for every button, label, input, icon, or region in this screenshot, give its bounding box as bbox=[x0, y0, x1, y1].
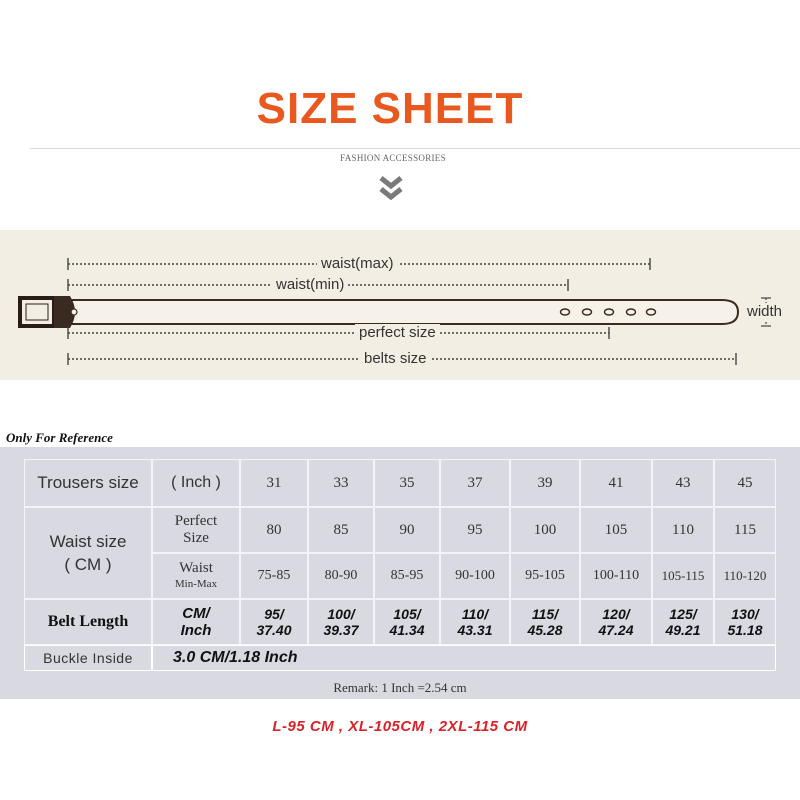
waist-size-label: Waist size bbox=[49, 532, 127, 551]
perfect-size-cell: 80 bbox=[240, 507, 308, 553]
width-label: width bbox=[747, 303, 783, 320]
waist-min-label: waist(min) bbox=[272, 276, 348, 293]
size-note: L-95 CM , XL-105CM , 2XL-115 CM bbox=[272, 718, 528, 735]
perfect-size-label: perfect size bbox=[355, 324, 440, 341]
double-chevron-down-icon bbox=[373, 172, 409, 208]
trousers-size-cell: 37 bbox=[440, 459, 510, 507]
belt-length-inch: 51.18 bbox=[727, 622, 763, 638]
trousers-size-cell: 35 bbox=[374, 459, 440, 507]
waist-range-cell: 90-100 bbox=[440, 553, 510, 599]
belt-unit-header bbox=[152, 599, 240, 645]
perfect-size-cell: 100 bbox=[510, 507, 580, 553]
belt-length-header: Belt Length bbox=[24, 599, 152, 645]
perfect-size-header bbox=[152, 507, 240, 553]
belt-length-cell bbox=[580, 599, 652, 645]
trousers-size-cell: 45 bbox=[714, 459, 776, 507]
perfect-size-label: Perfect bbox=[174, 513, 218, 529]
belt-length-cell bbox=[440, 599, 510, 645]
trousers-size-cell: 43 bbox=[652, 459, 714, 507]
trousers-size-cell: 31 bbox=[240, 459, 308, 507]
belt-length-inch: 41.34 bbox=[389, 622, 425, 638]
waist-range-cell: 80-90 bbox=[308, 553, 374, 599]
perfect-size-cell: 115 bbox=[714, 507, 776, 553]
belt-length-cm: 125/ bbox=[669, 606, 697, 622]
belt-length-cell bbox=[714, 599, 776, 645]
buckle-inside-value: 3.0 CM/1.18 Inch bbox=[152, 645, 776, 671]
perfect-size-cell: 90 bbox=[374, 507, 440, 553]
belt-length-inch: 43.31 bbox=[457, 622, 493, 638]
waist-max-label: waist(max) bbox=[317, 255, 398, 272]
perfect-size-cell: 85 bbox=[308, 507, 374, 553]
remark-text: Remark: 1 Inch =2.54 cm bbox=[333, 680, 467, 695]
belt-unit-inch: Inch bbox=[180, 622, 212, 639]
belt-length-cm: 115/ bbox=[531, 606, 559, 622]
page-subtitle: FASHION ACCESSORIES bbox=[340, 153, 446, 163]
trousers-size-cell: 41 bbox=[580, 459, 652, 507]
perfect-size-cell: 110 bbox=[652, 507, 714, 553]
belt-length-cell bbox=[510, 599, 580, 645]
reference-note: Only For Reference bbox=[6, 430, 113, 445]
belt-length-inch: 45.28 bbox=[527, 622, 563, 638]
belts-size-label: belts size bbox=[360, 350, 431, 367]
perfect-size-label-2: Size bbox=[183, 530, 209, 546]
inch-unit-header: ( Inch ) bbox=[152, 459, 240, 507]
belt-length-cell bbox=[240, 599, 308, 645]
waist-range-cell: 85-95 bbox=[374, 553, 440, 599]
belt-length-cm: 95/ bbox=[264, 606, 284, 622]
belt-unit-cm: CM/ bbox=[182, 605, 210, 622]
trousers-size-cell: 39 bbox=[510, 459, 580, 507]
belt-length-cm: 130/ bbox=[731, 606, 759, 622]
belt-diagram bbox=[0, 230, 800, 380]
belt-length-inch: 37.40 bbox=[256, 622, 292, 638]
waist-range-cell: 100-110 bbox=[580, 553, 652, 599]
belt-length-cell bbox=[374, 599, 440, 645]
perfect-size-cell: 105 bbox=[580, 507, 652, 553]
buckle-inside-header: Buckle Inside bbox=[24, 645, 152, 671]
waist-minmax-header bbox=[152, 553, 240, 599]
page-title: SIZE SHEET bbox=[256, 84, 524, 133]
belt-length-cell bbox=[652, 599, 714, 645]
trousers-size-header: Trousers size bbox=[24, 459, 152, 507]
belt-length-inch: 49.21 bbox=[665, 622, 701, 638]
belt-length-inch: 47.24 bbox=[598, 622, 634, 638]
divider bbox=[30, 148, 800, 149]
size-table bbox=[0, 447, 800, 699]
belt-length-cm: 120/ bbox=[602, 606, 630, 622]
belt-length-inch: 39.37 bbox=[323, 622, 359, 638]
belt-length-cell bbox=[308, 599, 374, 645]
belt-length-cm: 110/ bbox=[461, 606, 489, 622]
trousers-size-cell: 33 bbox=[308, 459, 374, 507]
waist-range-cell: 105-115 bbox=[652, 553, 714, 599]
belt-length-cm: 100/ bbox=[327, 606, 355, 622]
waist-size-unit: ( CM ) bbox=[64, 555, 112, 574]
waist-minmax-sublabel: Min-Max bbox=[174, 578, 218, 590]
belt-length-cm: 105/ bbox=[393, 606, 421, 622]
waist-range-cell: 95-105 bbox=[510, 553, 580, 599]
waist-size-header bbox=[24, 507, 152, 599]
waist-range-cell: 110-120 bbox=[714, 553, 776, 599]
waist-minmax-label: Waist bbox=[179, 560, 213, 576]
perfect-size-cell: 95 bbox=[440, 507, 510, 553]
waist-range-cell: 75-85 bbox=[240, 553, 308, 599]
